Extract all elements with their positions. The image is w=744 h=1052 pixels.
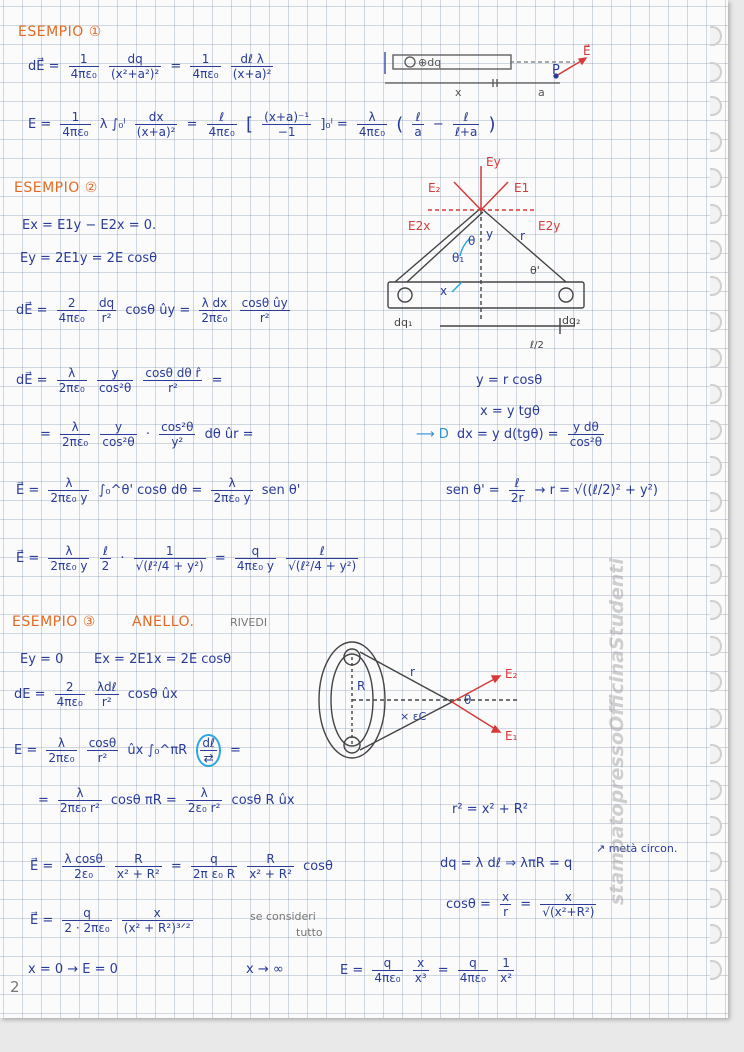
ex2-fig-l2: ℓ/2 xyxy=(530,340,544,351)
ex2-fig-theta1: θ₁ xyxy=(452,251,465,265)
ex2-fig-e1: E1 xyxy=(514,181,530,195)
ex2-fig-theta: θ xyxy=(468,234,476,248)
ex2-side-y: y = r cosθ xyxy=(476,373,543,388)
ex2-title: ESEMPIO ② xyxy=(14,180,98,196)
ex2-de1: dE⃗ = $\frac{2}{\text{4πε₀}}$ $\frac{dq}{\text{r²}}$ cosθ ûy = $\frac{\text{λ dx}}{\text{2πε₀}}$ $\frac{\text{cosθ ûy}}{\text{r²}}$ xyxy=(16,296,288,325)
ex3-side-cos: cosθ = $\frac{x}{r}$ = $\frac{x}{\text{√(x²+R²)}}$ xyxy=(446,890,595,919)
ex3-side-note: ↗ metà circon. xyxy=(596,842,678,855)
ex2-ex: Ex = E1y − E2x = 0. xyxy=(22,218,157,233)
ex3-ey: Ey = 0 xyxy=(20,652,64,667)
ex2-side-dx: ⟶ D dx = y d(tgθ) = $\frac{\text{y dθ}}{\text{cos²θ}}$ xyxy=(416,420,603,449)
ex3-diagram xyxy=(319,642,520,758)
ex3-fig-theta: θ xyxy=(464,693,472,707)
ex2-fig-e2x: E2x xyxy=(408,219,431,233)
ex3-e3: E⃗ = $\frac{\text{λ cosθ}}{\text{2ε₀}}$ $\frac{R}{\text{x² + R²}}$ = $\frac{q}{\text{2π ε₀ R}}$ $\frac{R}{\text{x² + R²}}$ cosθ xyxy=(30,852,333,881)
ex2-fig-ey: Ey xyxy=(486,155,501,169)
ex2-side-x: x = y tgθ xyxy=(480,404,540,419)
ex2-fig-e2y: E2y xyxy=(538,219,561,233)
ex3-side-r: r² = x² + R² xyxy=(452,802,529,817)
ex2-diagram xyxy=(388,166,584,334)
ex2-side-sen: sen θ' = $\frac{\text{ℓ}}{2r}$ → r = √((ℓ/2)² + y²) xyxy=(446,476,658,505)
ex3-fig-r: r xyxy=(410,665,415,679)
ex3-limit-result: E = $\frac{q}{\text{4πε₀}}$ $\frac{x}{\text{x³}}$ = $\frac{q}{\text{4πε₀}}$ $\frac{1}{\text{x²}}$ xyxy=(340,956,513,985)
ex3-e4: E⃗ = $\frac{q}{\text{2 · 2πε₀}}$ $\frac{x}{\text{(x² + R²)³ᐟ²}}$ xyxy=(30,906,191,935)
ex3-e1: E = $\frac{\lambda}{\text{2πε₀}}$ $\frac{\cos\theta}{\text{r²}}$ ûx ∫₀^πR $\frac{\text{dℓ}}{⇄}$ = xyxy=(14,736,241,765)
ex3-e2: = $\frac{\lambda}{\text{2πε₀ r²}}$ cosθ πR = $\frac{\lambda}{\text{2ε₀ r²}}$ cosθ R ûx xyxy=(38,786,295,815)
ex2-fig-e2: E₂ xyxy=(428,181,441,195)
ex2-fig-theta2: θ' xyxy=(530,264,540,277)
ex3-e4-note2: tutto xyxy=(296,926,323,939)
ex3-subtitle: ANELLO. xyxy=(132,614,195,630)
ex1-fig-e: E⃗ xyxy=(583,44,591,58)
ex2-fig-dq1: dq₁ xyxy=(394,316,413,329)
ex1-line1: dE⃗ = $\frac{1}{\text{4πε₀}}$ $\frac{dq}{\text{(x²+a²)²}}$ = $\frac{1}{\text{4πε₀}}$ $\frac{\text{dℓ λ}}{\text{(x+a)²}}$ xyxy=(28,52,272,81)
ex1-fig-dq: ⊕dq xyxy=(418,56,442,69)
ex1-fig-p: P xyxy=(552,63,560,78)
ex2-ey: Ey = 2E1y = 2E cosθ xyxy=(20,251,158,266)
ex2-de2: dE⃗ = $\frac{\lambda}{\text{2πε₀}}$ $\frac{y}{\text{cos²θ}}$ $\frac{\text{cosθ dθ r̂}}{\text{r²}}$ = xyxy=(16,366,223,395)
ex1-fig-x: x xyxy=(455,86,462,99)
ex2-fig-y: y xyxy=(486,227,494,241)
ex3-e4-note1: se consideri xyxy=(250,910,316,923)
ex2-fig-x: x xyxy=(440,284,448,298)
ex2-e2: E⃗ = $\frac{\lambda}{\text{2πε₀ y}}$ $\frac{\text{ℓ}}{2}$ · $\frac{1}{\text{√(ℓ²/4 + y²)}}$ = $\frac{q}{\text{4πε₀ y}}$ $\frac{\text{ℓ}}{\text{√(ℓ²/4 + y²)}}$ xyxy=(16,544,357,573)
ex2-fig-dq2: dq₂ xyxy=(562,314,581,327)
watermark: stampatopressoOfficinaStudenti xyxy=(606,558,628,905)
ex2-de3: = $\frac{\lambda}{\text{2πε₀}}$ $\frac{y}{\text{cos²θ}}$ · $\frac{\text{cos²θ}}{\text{y²}}$ dθ ûr = xyxy=(40,420,254,449)
ex3-side-dq: dq = λ dℓ ⇒ λπR = q xyxy=(440,856,573,871)
ex3-fig-e1: E₁ xyxy=(505,729,518,743)
ex1-title: ESEMPIO ① xyxy=(18,24,102,40)
ex1-fig-a: a xyxy=(538,86,545,99)
ex3-fig-r-radius: R xyxy=(357,679,366,693)
ex3-fig-e2: E₂ xyxy=(505,667,518,681)
ex3-limit-zero: x = 0 → E = 0 xyxy=(28,962,118,977)
ex3-de: dE = $\frac{2}{\text{4πε₀}}$ $\frac{\text{λdℓ}}{\text{r²}}$ cosθ ûx xyxy=(14,680,178,709)
ex2-fig-r: r xyxy=(520,229,525,243)
page-number: 2 xyxy=(10,978,20,996)
ex2-e1: E⃗ = $\frac{\lambda}{\text{2πε₀ y}}$ ∫₀^θ' cosθ dθ = $\frac{\lambda}{\text{2πε₀ y}}$ sen θ' xyxy=(16,476,301,505)
ex3-title: ESEMPIO ③ xyxy=(12,614,96,630)
ex1-line2: E = $\frac{1}{\text{4πε₀}}$ λ ∫₀ˡ $\frac{dx}{\text{(x+a)²}}$ = $\frac{\text{ℓ}}{\text{4πε₀}}$ [ $\frac{\text{(x+a)⁻¹}}{-1}$ ]₀ˡ = $\frac{\lambda}{\text{4πε₀}}$ ( $\frac{\text{ℓ}}{a}$ − $\frac{\text{ℓ}}{\text{ℓ+a}}$ ) xyxy=(28,110,496,139)
ex3-fig-x: × εC xyxy=(400,710,427,723)
ex3-ex: Ex = 2E1x = 2E cosθ xyxy=(94,652,232,667)
ex3-limit-inf: x → ∞ xyxy=(246,962,284,977)
ex3-note: RIVEDI xyxy=(230,616,268,629)
